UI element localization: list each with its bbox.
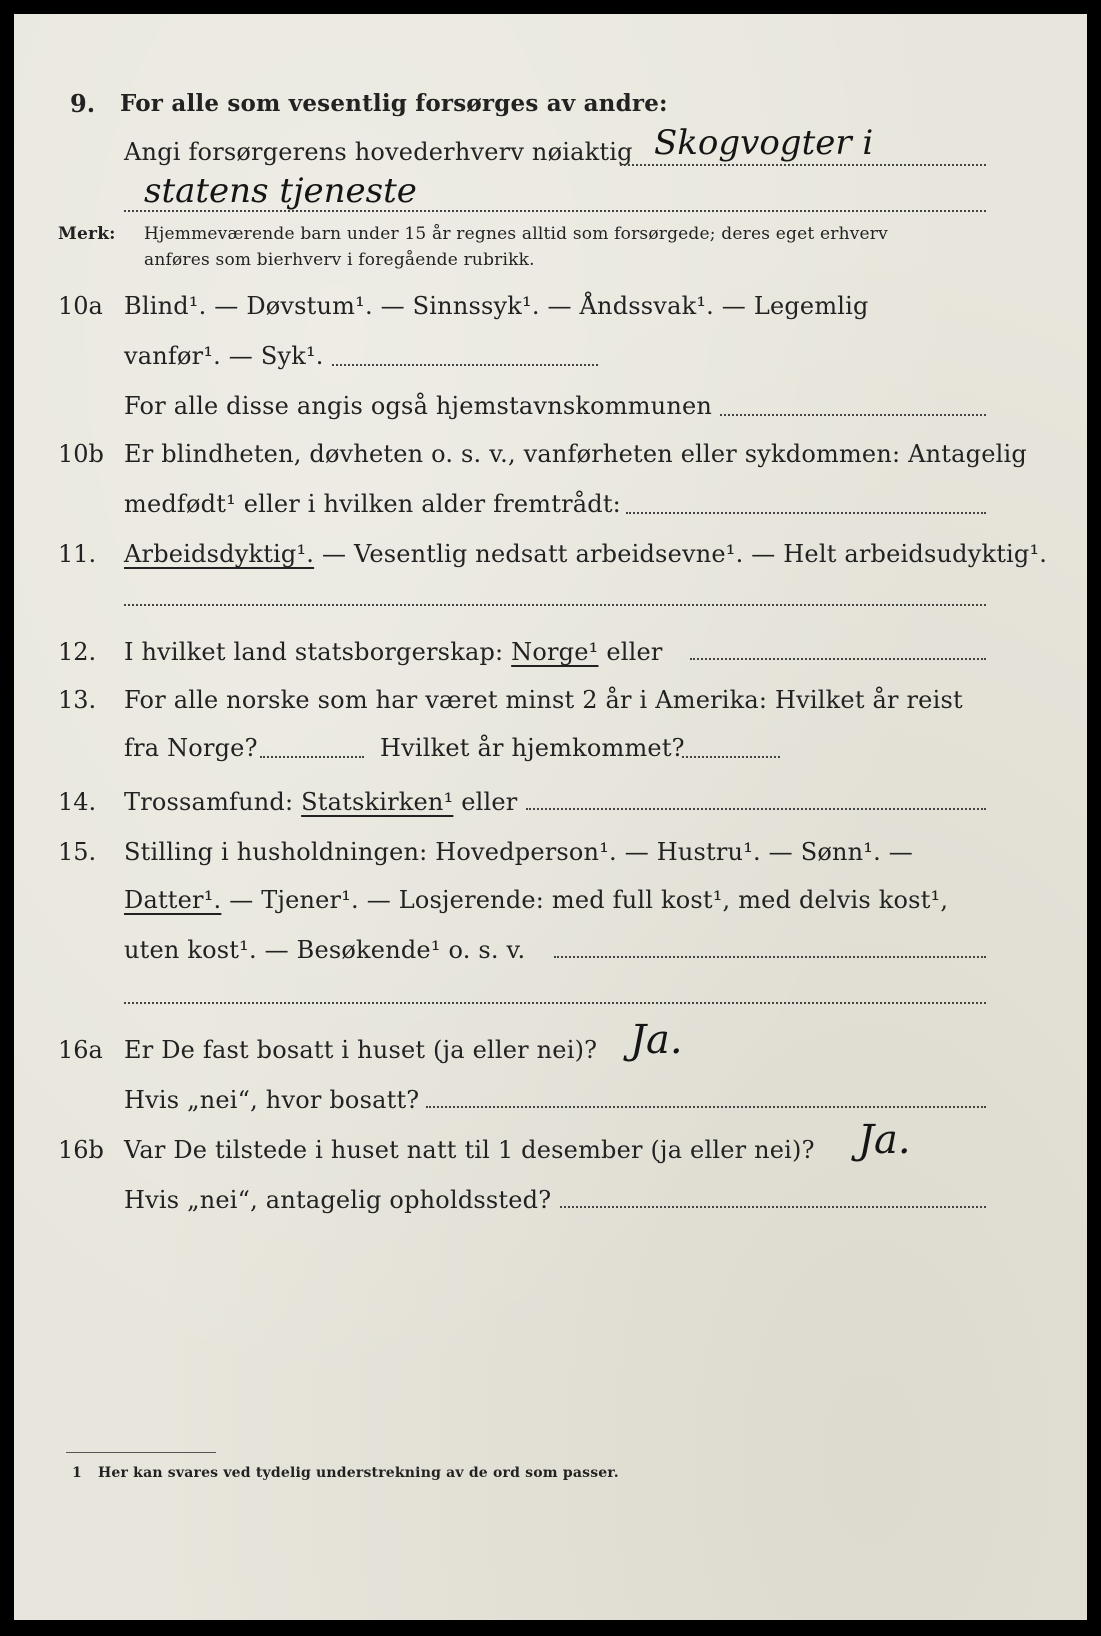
q10a-answer-line-2 <box>720 414 986 416</box>
merk-line-2: anføres som bierhverv i foregående rubrikk. <box>144 250 535 270</box>
q15-line-2-rest: — Tjener¹. — Losjerende: med full kost¹, med delvis kost¹, <box>229 886 949 914</box>
q13-answer-line-2 <box>682 756 780 758</box>
q16b-number: 16b <box>58 1136 104 1164</box>
q9-label: Angi forsørgerens hovederhverv nøiaktig <box>124 138 633 166</box>
q9-handwritten-answer-2: statens tjeneste <box>144 171 417 211</box>
q12-text <box>124 640 663 664</box>
footnote-text: Her kan svares ved tydelig understrekning av de ord som passer. <box>98 1465 619 1481</box>
q13-line-2b: Hvilket år hjemkommet? <box>380 734 685 762</box>
q16b-answer-line <box>560 1206 986 1208</box>
q14-number: 14. <box>58 788 97 816</box>
q10a-line-3: For alle disse angis også hjemstavnskommunen <box>124 392 713 420</box>
q11-number: 11. <box>58 540 97 568</box>
q16b-line-2: Hvis „nei“, antagelig opholdssted? <box>124 1186 552 1214</box>
q12-answer-line <box>690 658 986 660</box>
q10a-line-1: Blind¹. — Døvstum¹. — Sinnssyk¹. — Åndssvak¹. — Legemlig <box>124 292 869 320</box>
q10b-number: 10b <box>58 440 104 468</box>
q16a-line-2: Hvis „nei“, hvor bosatt? <box>124 1086 420 1114</box>
q11-option-arbeidsdyktig: Arbeidsdyktig¹. <box>124 540 315 568</box>
q9-handwritten-answer-1: Skogvogter i <box>654 123 874 163</box>
q11-rest: — Vesentlig nedsatt arbeidsevne¹. — Helt arbeidsudyktig¹. <box>321 540 1048 568</box>
q14-text <box>124 790 517 814</box>
q14-option-statskirken: Statskirken¹ <box>301 788 454 816</box>
q16a-answer-line <box>426 1106 986 1108</box>
q14-answer-line <box>526 808 986 810</box>
q15-line-3: uten kost¹. — Besøkende¹ o. s. v. <box>124 936 526 964</box>
merk-label: Merk: <box>58 224 116 244</box>
q10a-answer-line-1 <box>332 364 598 366</box>
q9-number: 9. <box>70 89 96 118</box>
q9-answer-line-1 <box>620 164 986 166</box>
q11-text <box>124 542 1047 566</box>
q10b-line-2: medfødt¹ eller i hvilken alder fremtrådt: <box>124 490 621 518</box>
q11-answer-line <box>124 604 986 606</box>
q14-pre: Trossamfund: <box>124 788 294 816</box>
q15-line-2 <box>124 888 948 912</box>
q13-line-1: For alle norske som har været minst 2 år i Amerika: Hvilket år reist <box>124 686 963 714</box>
footnote-divider <box>66 1452 216 1453</box>
q10b-line-1: Er blindheten, døvheten o. s. v., vanførheten eller sykdommen: Antagelig <box>124 440 1027 468</box>
merk-line-1: Hjemmeværende barn under 15 år regnes alltid som forsørgede; deres eget erhverv <box>144 224 888 244</box>
q15-line-1: Stilling i husholdningen: Hovedperson¹. — Hustru¹. — Sønn¹. — <box>124 838 913 866</box>
q10a-line-2: vanfør¹. — Syk¹. <box>124 342 324 370</box>
q12-post: eller <box>606 638 663 666</box>
q15-answer-line-2 <box>124 1002 986 1004</box>
q15-answer-line-1 <box>554 956 986 958</box>
q16a-handwritten-answer: Ja. <box>630 1017 683 1063</box>
q16b-handwritten-answer: Ja. <box>858 1117 911 1163</box>
q10b-answer-line <box>626 512 986 514</box>
q13-number: 13. <box>58 686 97 714</box>
q16a-number: 16a <box>58 1036 103 1064</box>
q16a-line-1: Er De fast bosatt i huset (ja eller nei)? <box>124 1036 598 1064</box>
footnote-mark: 1 <box>72 1465 82 1481</box>
q13-answer-line-1 <box>260 756 364 758</box>
q13-line-2a: fra Norge? <box>124 734 258 762</box>
q15-option-datter: Datter¹. <box>124 886 222 914</box>
q16b-line-1: Var De tilstede i huset natt til 1 desember (ja eller nei)? <box>124 1136 815 1164</box>
q12-option-norge: Norge¹ <box>511 638 599 666</box>
q9-title: For alle som vesentlig forsørges av andre: <box>120 90 668 117</box>
q14-post: eller <box>461 788 518 816</box>
q12-number: 12. <box>58 638 97 666</box>
q10a-number: 10a <box>58 292 103 320</box>
q15-number: 15. <box>58 838 97 866</box>
census-form-page <box>14 14 1087 1620</box>
q12-pre: I hvilket land statsborgerskap: <box>124 638 504 666</box>
